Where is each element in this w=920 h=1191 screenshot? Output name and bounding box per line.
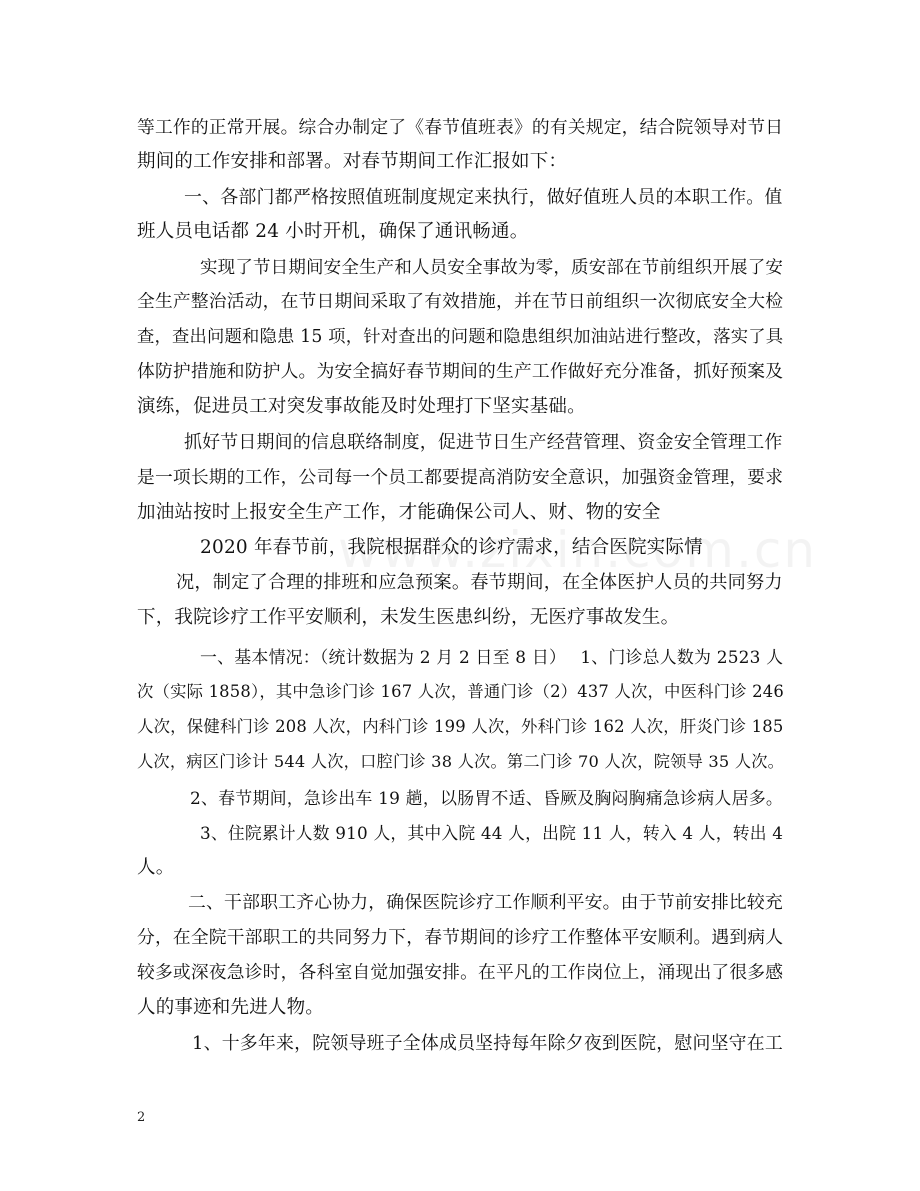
text-line: 1、十多年来，院领导班子全体成员坚持每年除夕夜到医院，慰问坚守在工 bbox=[192, 1033, 783, 1054]
text-line: 抓好节日期间的信息联络制度，促进节日生产经营管理、资金安全管理工作 bbox=[184, 432, 783, 453]
text-line: 全生产整治活动，在节日期间采取了有效措施，并在节日前组织一次彻底安全大检 bbox=[137, 292, 784, 312]
text-line: 人次，病区门诊计 544 人次，口腔门诊 38 人次。第二门诊 70 人次，院领导 35 人次。 bbox=[137, 752, 785, 771]
page-number: 2 bbox=[137, 1110, 146, 1125]
text-line: 等工作的正常开展。综合办制定了《春节值班表》的有关规定，结合院领导对节日 bbox=[137, 118, 784, 138]
text-line: 2、春节期间，急诊出车 19 趟，以肠胃不适、昏厥及胸闷胸痛急诊病人居多。 bbox=[190, 788, 784, 808]
text-line: 班人员电话都 24 小时开机，确保了通讯畅通。 bbox=[137, 221, 529, 242]
text-line: 人的事迹和先进人物。 bbox=[137, 997, 325, 1018]
text-line: 人次，保健科门诊 208 人次，内科门诊 199 人次，外科门诊 162 人次，肝炎门诊 185 bbox=[137, 717, 784, 736]
text-line: 3、住院累计人数 910 人，其中入院 44 人，出院 11 人，转入 4 人，转出 4 bbox=[200, 823, 784, 843]
text-line: 二、干部职工齐心协力，确保医院诊疗工作顺利平安。由于节前安排比较充 bbox=[188, 892, 783, 913]
text-line: 体防护措施和防护人。为安全搞好春节期间的生产工作做好充分准备，抓好预案及 bbox=[137, 362, 784, 382]
text-line: 实现了节日期间安全生产和人员安全事故为零，质安部在节前组织开展了安 bbox=[200, 258, 784, 278]
text-line: 期间的工作安排和部署。对春节期间工作汇报如下： bbox=[137, 151, 568, 172]
text-line: 查，查出问题和隐患 15 项，针对查出的问题和隐患组织加油站进行整改，落实了具 bbox=[137, 327, 784, 347]
text-line: 较多或深夜急诊时，各科室自觉加强安排。在平凡的工作岗位上，涌现出了很多感 bbox=[137, 963, 784, 983]
text-line: 次（实际 1858），其中急诊门诊 167 人次，普通门诊（2）437 人次，中医科门诊 246 bbox=[137, 682, 784, 701]
text-line: 加油站按时上报安全生产工作，才能确保公司人、财、物的安全 bbox=[137, 502, 661, 523]
text-line: 一、各部门都严格按照值班制度规定来执行，做好值班人员的本职工作。值 bbox=[184, 187, 783, 208]
text-line: 人。 bbox=[137, 857, 175, 878]
text-line: 一、基本情况：（统计数据为 2 月 2 日至 8 日） 1、门诊总人数为 2523 人 bbox=[200, 647, 784, 667]
text-line: 下，我院诊疗工作平安顺利，未发生医患纠纷，无医疗事故发生。 bbox=[137, 607, 680, 628]
text-line: 是一项长期的工作，公司每一个员工都要提高消防安全意识，加强资金管理，要求 bbox=[137, 468, 784, 488]
text-line: 2020 年春节前，我院根据群众的诊疗需求，结合医院实际情 bbox=[200, 537, 703, 558]
text-line: 况，制定了合理的排班和应急预案。春节期间，在全体医护人员的共同努力 bbox=[176, 572, 783, 593]
text-line: 分，在全院干部职工的共同努力下，春节期间的诊疗工作整体平安顺利。遇到病人 bbox=[137, 928, 784, 948]
text-line: 演练，促进员工对突发事故能及时处理打下坚实基础。 bbox=[137, 396, 586, 417]
